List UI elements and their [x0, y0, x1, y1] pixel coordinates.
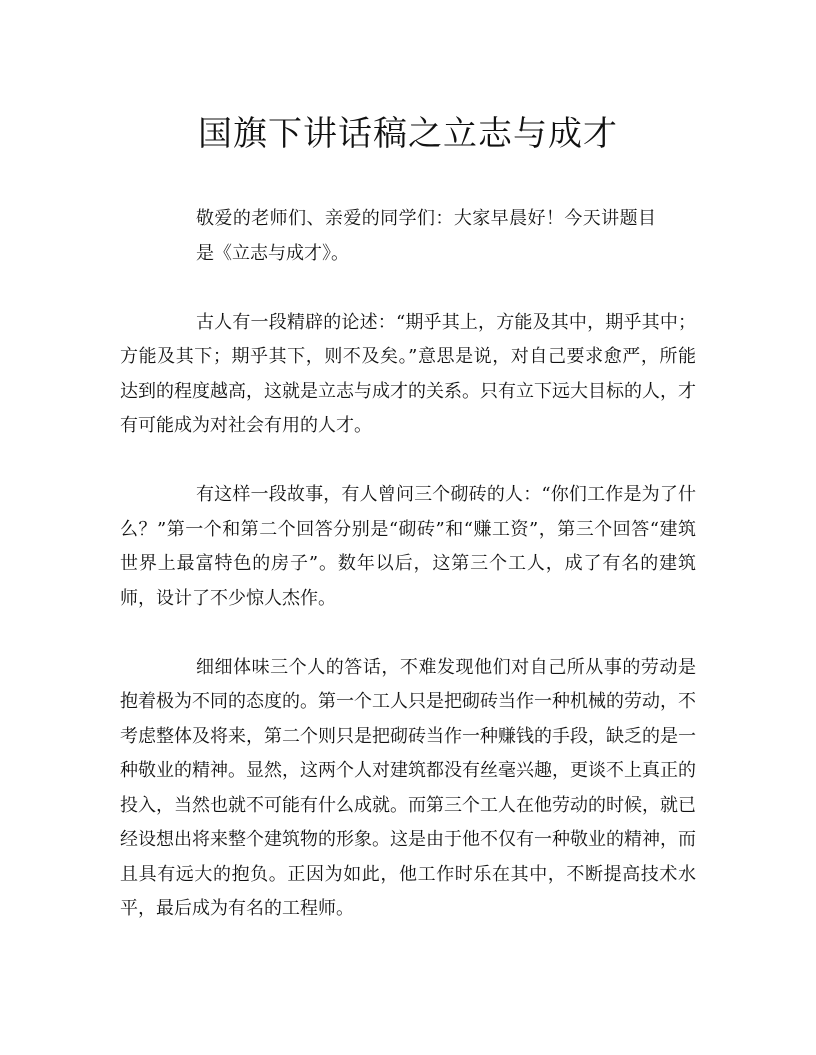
document-title: 国旗下讲话稿之立志与成才	[198, 114, 618, 154]
paragraph-gap	[120, 444, 696, 479]
paragraph-2: 有这样一段故事，有人曾问三个砌砖的人：“你们工作是为了什么？”第一个和第二个回答分别是“砌砖”和“赚工资”，第三个回答“建筑世界上最富特色的房子”。数年以后，这第三个工人，成了有名的建筑师，设计了不少惊人杰作。	[120, 484, 696, 609]
document-body	[120, 202, 696, 927]
paragraph-gap	[120, 271, 696, 306]
paragraph-1: 古人有一段精辟的论述：“期乎其上，方能及其中，期乎其中；方能及其下；期乎其下，则不及矣。”意思是说，对自己要求愈严，所能达到的程度越高，这就是立志与成才的关系。只有立下远大目标的人，才有可能成为对社会有用的人才。	[120, 311, 696, 436]
greeting-paragraph: 敬爱的老师们、亲爱的同学们：大家早晨好！今天讲题目是《立志与成才》。	[196, 208, 656, 264]
paragraph-3: 细细体味三个人的答话，不难发现他们对自己所从事的劳动是抱着极为不同的态度的。第一个工人只是把砌砖当作一种机械的劳动，不考虑整体及将来，第二个则只是把砌砖当作一种赚钱的手段，缺乏的是一种敬业的精神。显然，这两个人对建筑都没有丝毫兴趣，更谈不上真正的投入，当然也就不可能有什么成就。而第三个工人在他劳动的时候，就已经设想出将来整个建筑物的形象。这是由于他不仅有一种敬业的精神，而且具有远大的抱负。正因为如此，他工作时乐在其中，不断提高技术水平，最后成为有名的工程师。	[120, 656, 696, 919]
paragraph-gap	[120, 616, 696, 651]
